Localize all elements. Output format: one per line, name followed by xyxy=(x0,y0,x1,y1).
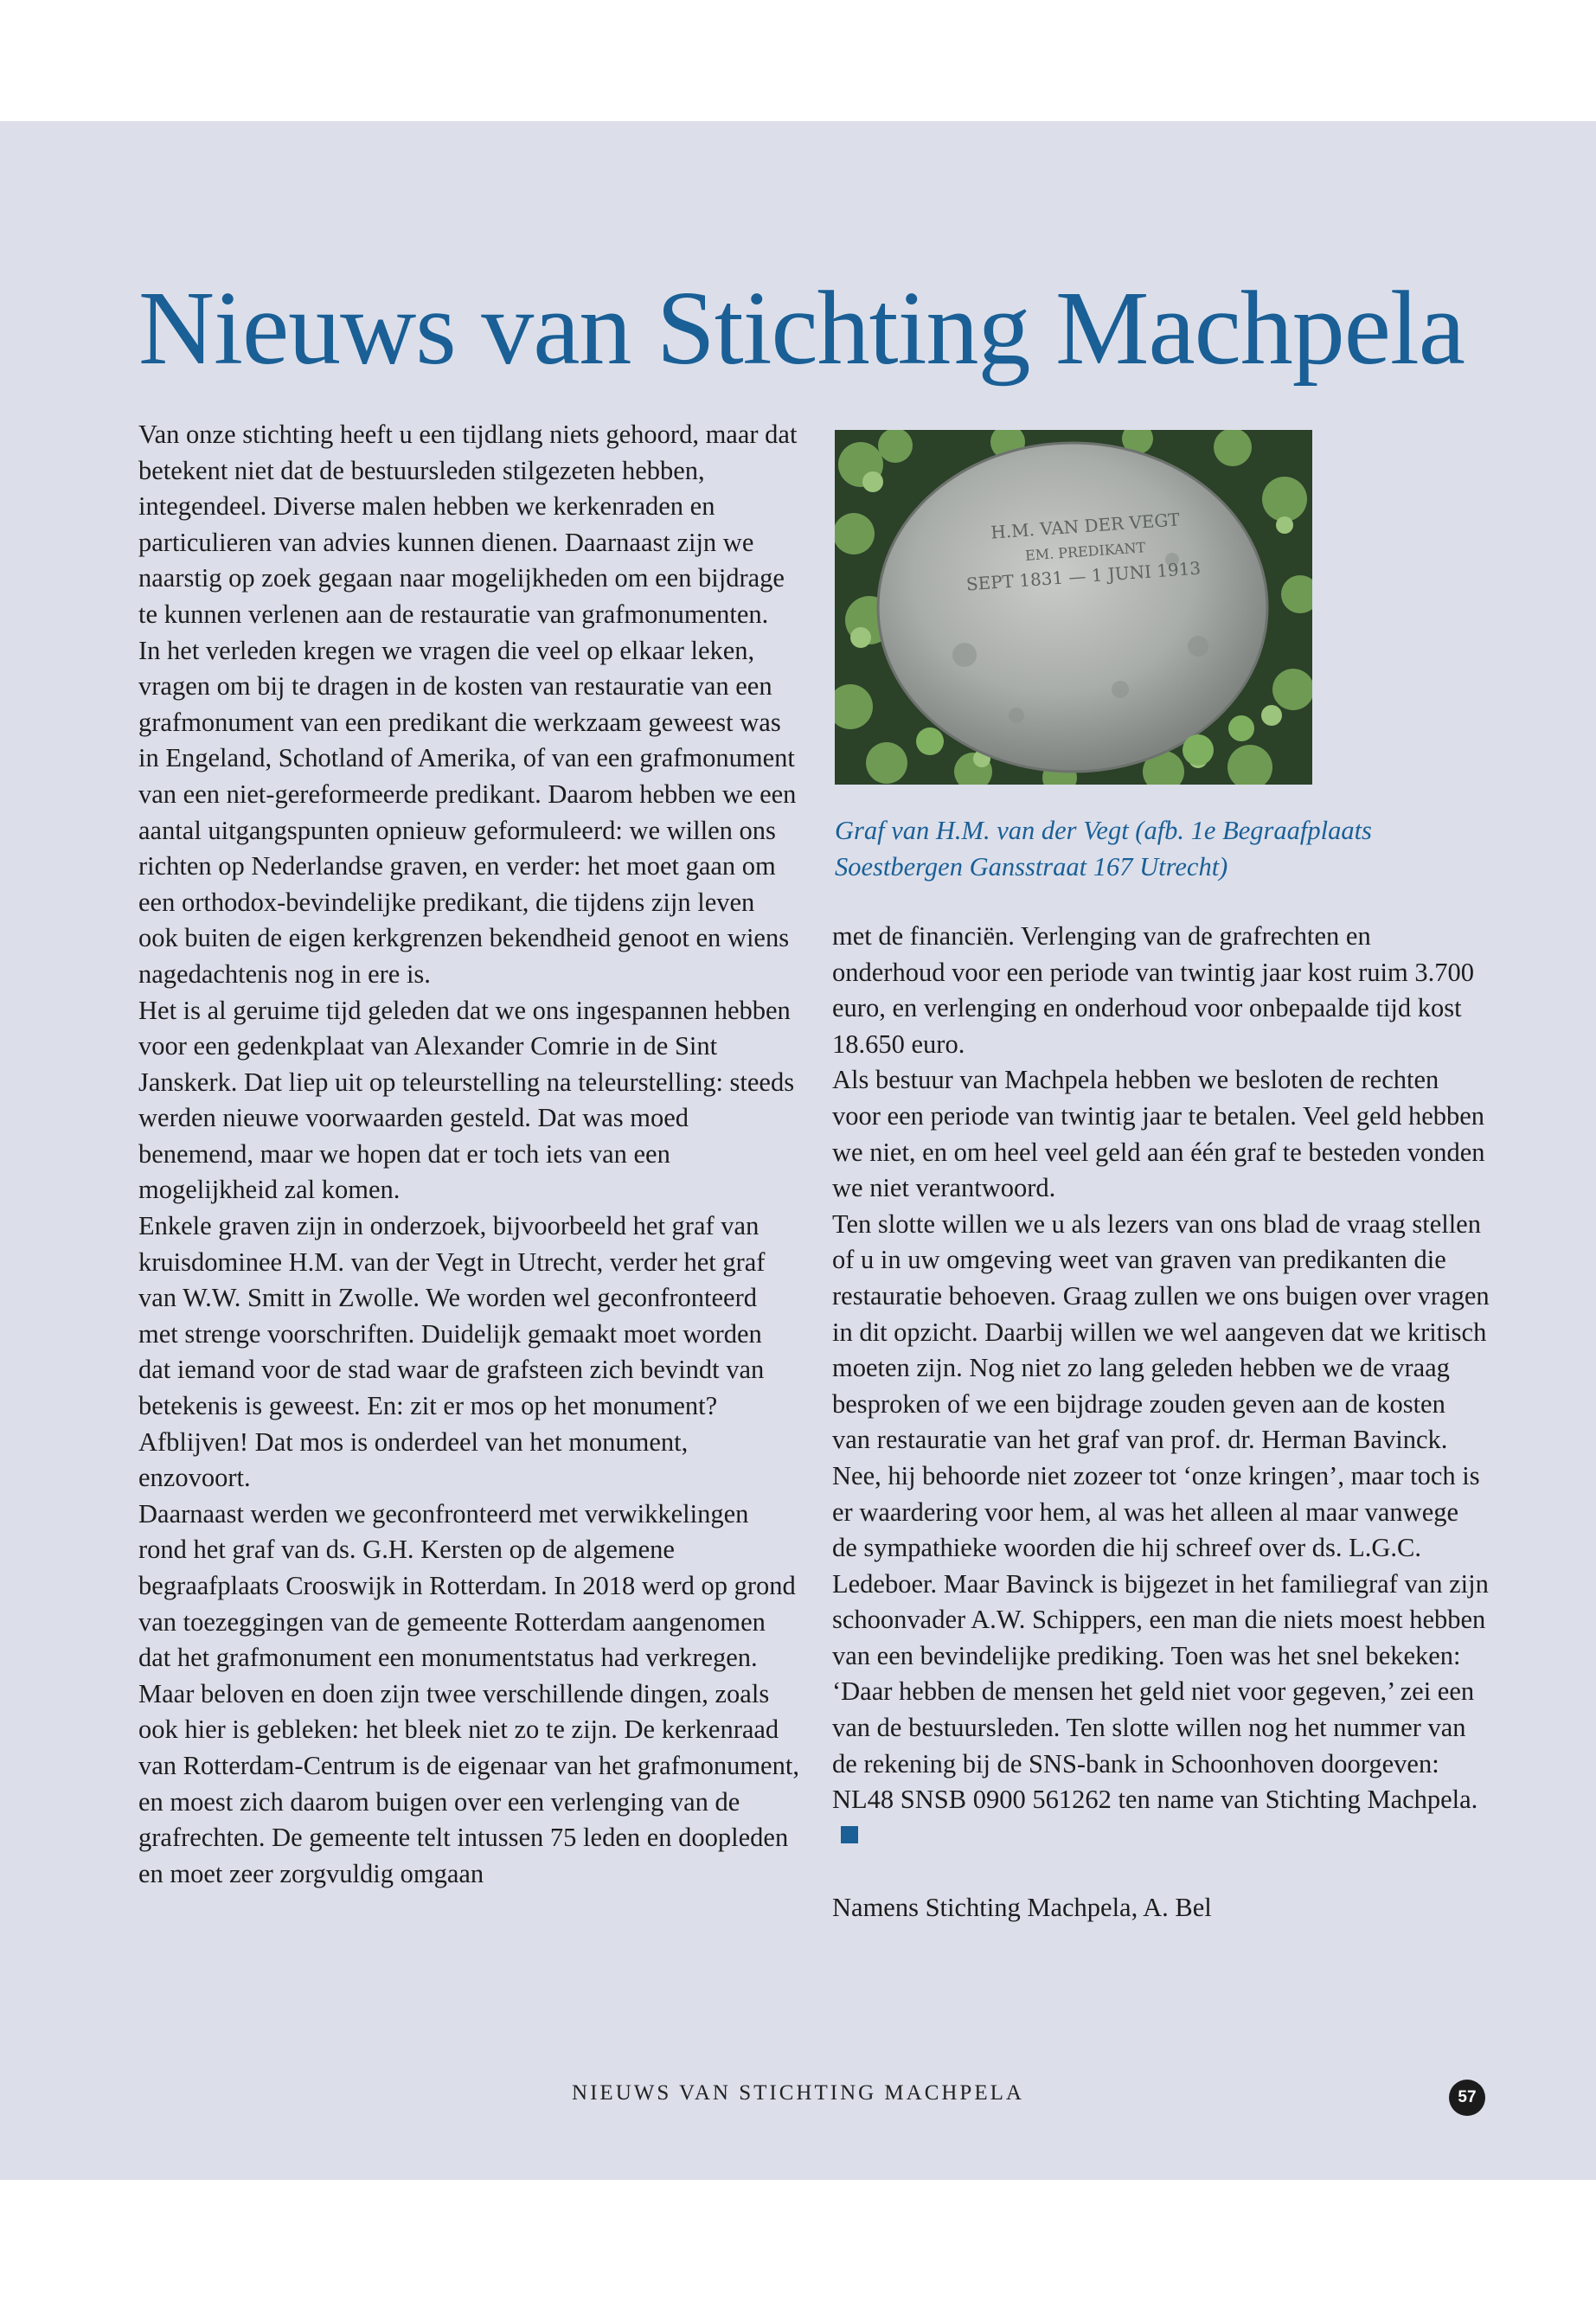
photo-caption xyxy=(835,813,1492,885)
signature: Namens Stichting Machpela, A. Bel xyxy=(832,1893,1212,1923)
paragraph: met de financiën. Verlenging van de grafrechten en onderhoud voor een periode van twintig jaar kost ruim 3.700 euro, en verlenging en onderhoud voor onbepaalde tijd kost 18.650 euro. xyxy=(832,921,1474,1059)
paragraph: Daarnaast werden we geconfronteerd met verwikkelingen rond het graf van ds. G.H. Kersten op de algemene begraafplaats Crooswijk in Rotterdam. In 2018 werd op grond van toezeggingen van de gemeente Rotterdam aangenomen dat het grafmonument een monumentstatus had verkregen. Maar beloven en doen zijn twee verschillende dingen, zoals ook hier is gebleken: het bleek niet zo te zijn. De kerkenraad van Rotterdam-Centrum is de eigenaar van het grafmonument, en moest zich daarom buigen over een verlenging van de grafrechten. De gemeente telt intussen 75 leden en doopleden en moet zeer zorgvuldig omgaan xyxy=(138,1498,799,1888)
paragraph xyxy=(832,1207,1490,1855)
paragraph: Van onze stichting heeft u een tijdlang niets gehoord, maar dat betekent niet dat de bestuursleden stilgezeten hebben, integendeel. Diverse malen hebben we kerkenraden en particulieren van advies kunnen dienen. Daarnaast zijn we naarstig op zoek gegaan naar mogelijkheden om een bijdrage te kunnen verlenen aan de restauratie van grafmonumenten. xyxy=(138,420,798,629)
page-number-badge: 57 xyxy=(1449,2080,1485,2116)
caption-line: Soestbergen Gansstraat 167 Utrecht) xyxy=(835,851,1228,881)
paragraph: In het verleden kregen we vragen die veel op elkaar leken, vragen om bij te dragen in de kosten van restauratie van een grafmonument van een predikant die werkzaam geweest was in Engeland, Schotland of Amerika, of van een grafmonument van een niet-gereformeerde predikant. Daarom hebben we een aantal uitgangspunten opnieuw geformuleerd: we willen ons richten op Nederlandse graven, en verder: het moet gaan om een orthodox-bevindelijke predikant, die tijdens zijn leven ook buiten de eigen kerkgrenzen bekendheid genoot en wiens nagedachtenis nog in ere is. xyxy=(138,635,797,989)
grave-photo xyxy=(835,430,1312,785)
stone-inscription-line-2: EM. PREDIKANT xyxy=(1024,539,1146,564)
end-of-article-mark xyxy=(841,1826,858,1843)
paragraph: Als bestuur van Machpela hebben we besloten de rechten voor een periode van twintig jaar te betalen. Veel geld hebben we niet, en om heel veel geld aan één graf te besteden vonden we niet verantwoord. xyxy=(832,1065,1485,1203)
article-title: Nieuws van Stichting Machpela xyxy=(138,270,1465,387)
stone-inscription-line-1: H.M. VAN DER VEGT xyxy=(990,509,1181,543)
running-footer: NIEUWS VAN STICHTING MACHPELA xyxy=(572,2081,1024,2105)
paragraph-text: Ten slotte willen we u als lezers van ons blad de vraag stellen of u in uw omgeving weet van graven van predikanten die restauratie behoeven. Graag zullen we ons buigen over vragen in dit opzicht. Daarbij willen we wel aangeven dat we kritisch moeten zijn. Nog niet zo lang geleden hebben we de vraag besproken of we een bijdrage zouden geven aan de kosten van restauratie van het graf van prof. dr. Herman Bavinck. Nee, hij behoorde niet zozeer tot ‘onze kringen’, maar toch is er waardering voor hem, al was het alleen al maar vanwege de sympathieke woorden die hij schreef over ds. L.G.C. Ledeboer. Maar Bavinck is bijgezet in het familiegraf van zijn schoonvader A.W. Schippers, een man die niets moest hebben van een bevindelijke prediking. Toen was het snel bekeken: ‘Daar hebben de mensen het geld niet voor gegeven,’ zei een van de bestuursleden. Ten slotte willen nog het nummer van de rekening bij de SNS-bank in Schoonhoven doorgeven: NL48 SNSB 0900 561262 ten name van Stichting Machpela. xyxy=(832,1208,1490,1815)
grave-photo-image xyxy=(835,430,1312,785)
paragraph: Enkele graven zijn in onderzoek, bijvoorbeeld het graf van kruisdominee H.M. van der Vegt in Utrecht, verder het graf van W.W. Smitt in Zwolle. We worden wel geconfronteerd met strenge voorschriften. Duidelijk gemaakt moet worden dat iemand voor de stad waar de grafsteen zich bevindt van betekenis is geweest. En: zit er mos op het monument? Afblijven! Dat mos is onderdeel van het monument, enzovoort. xyxy=(138,1211,766,1493)
stone-inscription-line-3: SEPT 1831 — 1 JUNI 1913 xyxy=(965,557,1202,595)
right-column xyxy=(832,919,1490,1926)
left-column xyxy=(138,417,800,1892)
caption-line: Graf van H.M. van der Vegt (afb. 1e Begraafplaats xyxy=(835,816,1372,845)
paragraph: Het is al geruime tijd geleden dat we ons ingespannen hebben voor een gedenkplaat van Alexander Comrie in de Sint Janskerk. Dat liep uit op teleurstelling na teleurstelling: steeds werden nieuwe voorwaarden gesteld. Dat was moed benemend, maar we hopen dat er toch iets van een mogelijkheid zal komen. xyxy=(138,995,795,1205)
